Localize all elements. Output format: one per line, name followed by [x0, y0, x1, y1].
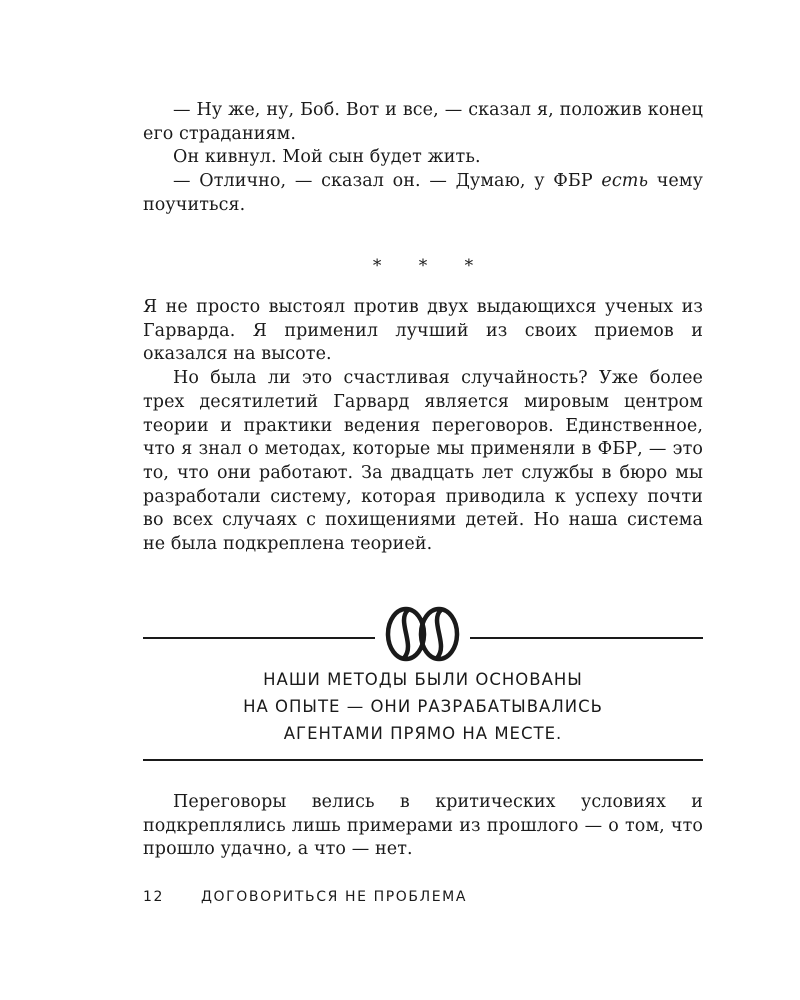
- pull-quote-line-1: НАШИ МЕТОДЫ БЫЛИ ОСНОВАНЫ: [263, 670, 583, 689]
- dialogue-block: [143, 99, 703, 218]
- main-text-block: [143, 296, 703, 557]
- main-paragraph-1: Я не просто выстоял против двух выдающихся ученых из Гарварда. Я применил лучший из своих приемов и оказался на высоте.: [143, 297, 703, 365]
- final-text-block: [143, 791, 703, 862]
- page-footer: [143, 889, 703, 905]
- page-number: 12: [143, 889, 165, 905]
- emphasis-word: есть: [601, 171, 649, 192]
- callout-divider-right: [470, 637, 703, 639]
- dialogue-paragraph-2: Он кивнул. Мой сын будет жить.: [173, 147, 481, 168]
- pull-quote-line-2: НА ОПЫТЕ — ОНИ РАЗРАБАТЫВАЛИСЬ: [243, 697, 603, 716]
- dialogue-paragraph-3: [143, 170, 703, 217]
- callout-divider-bottom: [143, 759, 703, 761]
- section-break: * * *: [372, 256, 490, 276]
- dialogue-text-end: чему поучиться.: [143, 171, 703, 215]
- callout-divider-left: [143, 637, 375, 639]
- final-paragraph: Переговоры велись в критических условиях и подкреплялись лишь примерами из прошлого — о том, что прошло удачно, а что — нет.: [143, 792, 703, 860]
- running-title: ДОГОВОРИТЬСЯ НЕ ПРОБЛЕМА: [201, 889, 468, 905]
- dialogue-paragraph-1: — Ну же, ну, Боб. Вот и все, — сказал я, положив конец его страданиям.: [143, 100, 703, 144]
- coffee-beans-icon: [381, 601, 465, 667]
- pull-quote-line-3: АГЕНТАМИ ПРЯМО НА МЕСТЕ.: [283, 724, 563, 743]
- main-paragraph-2: Но была ли это счастливая случайность? Уже более трех десятилетий Гарвард является мировым центром теории и практики ведения переговоров. Единственное, что я знал о методах, которые мы применяли в ФБР, — это то, что они работают. За двадцать лет службы в бюро мы разработали систему, которая приводила к успеху почти во всех случаях с похищениями детей. Но наша система не была подкреплена теорией.: [143, 368, 703, 555]
- dialogue-text-start: — Отлично, — сказал он. — Думаю, у ФБР: [173, 171, 602, 192]
- pull-quote: [143, 666, 703, 747]
